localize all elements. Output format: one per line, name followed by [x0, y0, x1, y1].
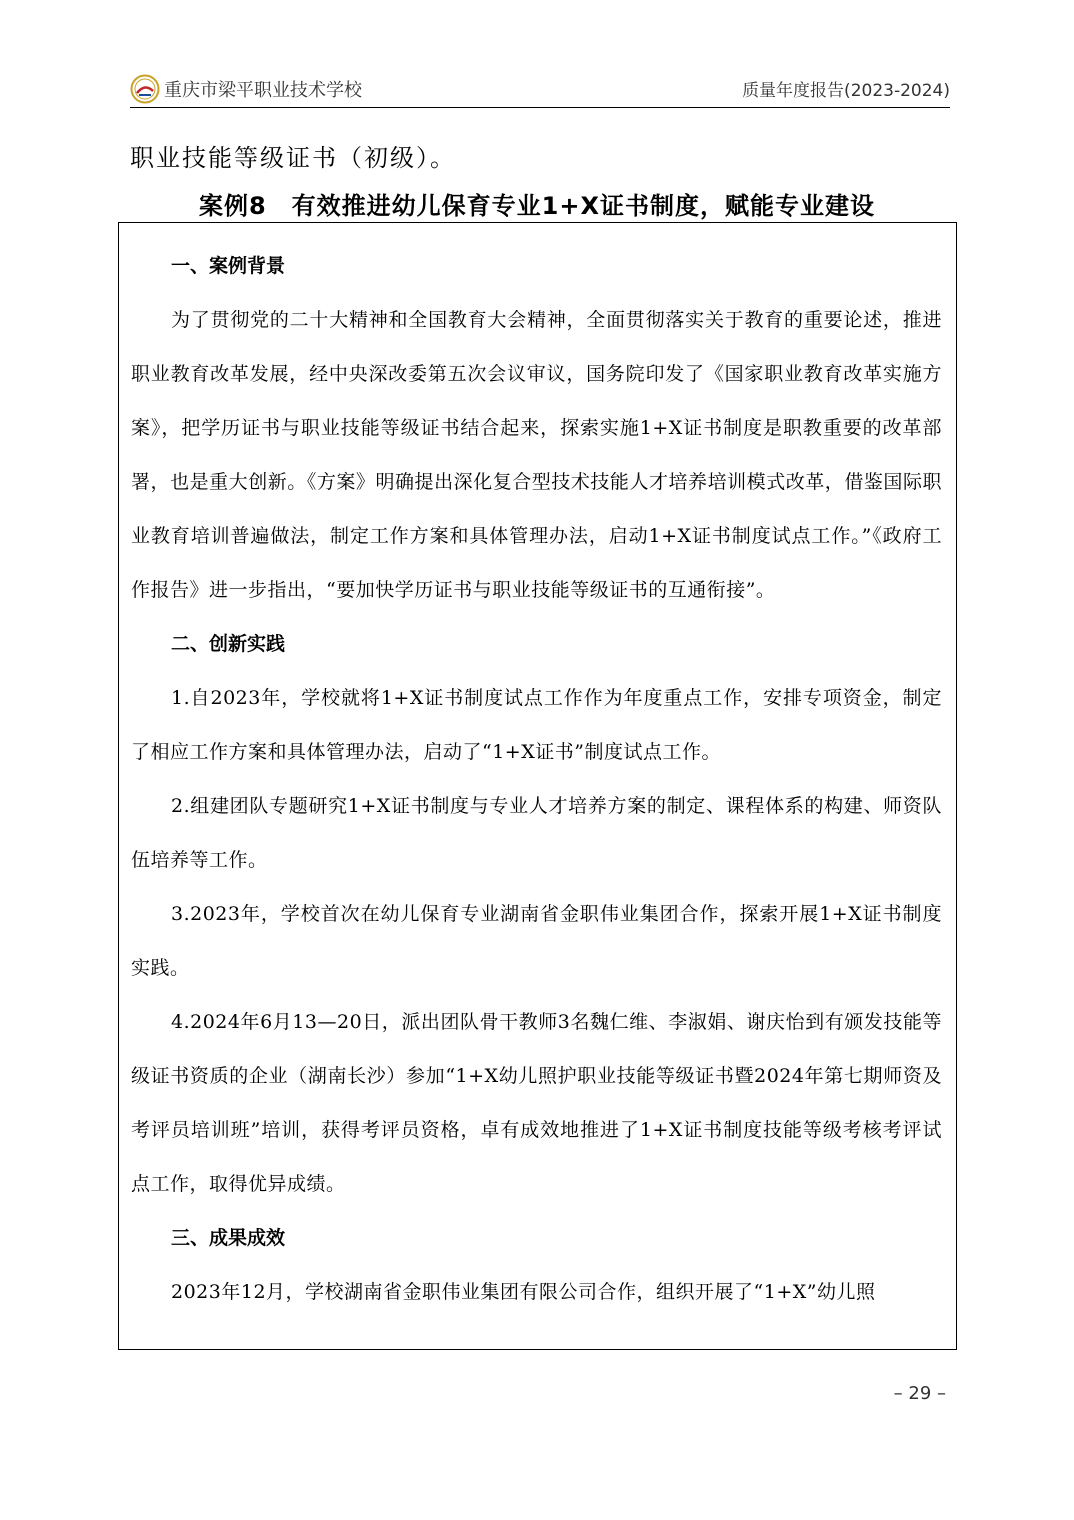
page-header [130, 70, 950, 108]
report-title: 质量年度报告(2023-2024) [742, 81, 950, 101]
school-logo-icon [130, 74, 160, 104]
case-box [118, 222, 957, 1350]
school-name-block [130, 74, 362, 104]
section-title-background: 一、案例背景 [171, 255, 286, 277]
page-number: – 29 – [893, 1383, 946, 1404]
practice-paragraph-2: 2.组建团队专题研究1+X证书制度与专业人才培养方案的制定、课程体系的构建、师资队伍培养等工作。 [131, 795, 942, 871]
school-name: 重庆市梁平职业技术学校 [164, 79, 362, 101]
practice-paragraph-4: 4.2024年6月13—20日，派出团队骨干教师3名魏仁维、李淑娟、谢庆怡到有颁发技能等级证书资质的企业（湖南长沙）参加“1+X幼儿照护职业技能等级证书暨2024年第七期师资及考评员培训班”培训，获得考评员资格，卓有成效地推进了1+X证书制度技能等级考核考评试点工作，取得优异成绩。 [131, 1011, 942, 1195]
section-title-practice: 二、创新实践 [171, 633, 286, 655]
section-title-results: 三、成果成效 [171, 1227, 286, 1249]
background-paragraph: 为了贯彻党的二十大精神和全国教育大会精神，全面贯彻落实关于教育的重要论述，推进职业教育改革发展，经中央深改委第五次会议审议，国务院印发了《国家职业教育改革实施方案》，把学历证书与职业技能等级证书结合起来，探索实施1+X证书制度是职教重要的改革部署，也是重大创新。《方案》明确提出深化复合型技术技能人才培养培训模式改革，借鉴国际职业教育培训普遍做法，制定工作方案和具体管理办法，启动1+X证书制度试点工作。”《政府工作报告》进一步指出，“要加快学历证书与职业技能等级证书的互通衔接”。 [131, 309, 942, 601]
lead-text: 职业技能等级证书（初级）。 [130, 144, 456, 172]
case-title: 案例8 有效推进幼儿保育专业1+X证书制度，赋能专业建设 [198, 192, 875, 220]
practice-paragraph-3: 3.2023年，学校首次在幼儿保育专业湖南省金职伟业集团合作，探索开展1+X证书制度实践。 [131, 903, 942, 979]
results-paragraph: 2023年12月，学校湖南省金职伟业集团有限公司合作，组织开展了“1+X”幼儿照 [171, 1281, 876, 1303]
practice-paragraph-1: 1.自2023年，学校就将1+X证书制度试点工作作为年度重点工作，安排专项资金，制定了相应工作方案和具体管理办法，启动了“1+X证书”制度试点工作。 [131, 687, 942, 763]
